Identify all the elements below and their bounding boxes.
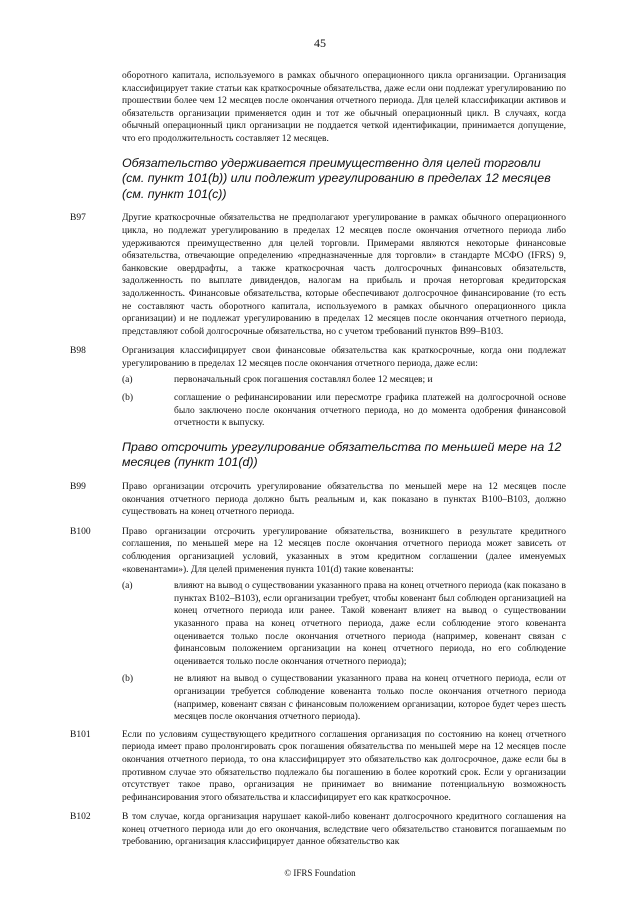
list-item <box>122 374 566 387</box>
paragraph-number: B102 <box>70 812 91 823</box>
paragraph-b98 <box>70 345 566 370</box>
paragraph-text: Право организации отсрочить урегулирование обязательства, возникшего в результате кредитного соглашения, по меньшей мере на 12 месяцев после окончания отчетного периода может зависеть от соблюдения организацией условий, указанных в этом кредитном соглашении (далее именуемых «ковенантами»). Для целей применения пункта 101(d) такие ковенанты: <box>122 526 566 575</box>
paragraph-text: Если по условиям существующего кредитного соглашения организация по состоянию на конец отчетного периода имеет право пролонгировать срок погашения обязательства по меньшей мере на 12 месяцев после окончания отчетного периода, то она классифицирует это обязательство как долгосрочное, даже если бы в противном случае это обязательство подлежало бы погашению в более короткий срок. Если у организации отсутствует такое право, организация не принимает во внимание потенциальную возможность рефинансирования этого обязательства и классифицирует его как краткосрочное. <box>122 729 566 803</box>
paragraph-number: B99 <box>70 482 86 493</box>
section-heading-deferral-right: Право отсрочить урегулирование обязательства по меньшей мере на 12 месяцев (пункт 101(d)) <box>122 439 562 470</box>
paragraph-number: B98 <box>70 346 86 357</box>
paragraph-b97 <box>70 212 566 338</box>
list-item <box>122 673 566 723</box>
paragraph-number: B101 <box>70 729 91 740</box>
list-item <box>122 392 566 430</box>
footer-copyright: © IFRS Foundation <box>284 868 356 878</box>
list-item-text: соглашение о рефинансировании или пересмотре графика платежей на долгосрочной основе было заключено после окончания отчетного периода, но до момента одобрения финансовой отчетности к выпуску. <box>174 393 566 429</box>
list-item-label: (b) <box>122 393 134 404</box>
list-item <box>122 580 566 668</box>
paragraph-text: Организация классифицирует свои финансовые обязательства как краткосрочные, когда они подлежат урегулированию в пределах 12 месяцев после окончания отчетного периода, даже если: <box>122 346 566 369</box>
paragraph-text: В том случае, когда организация нарушает какой-либо ковенант долгосрочного кредитного соглашения на конец отчетного периода или до его окончания, вследствие чего обязательство становится погашаемым по требованию, организация классифицирует данное обязательство как <box>122 812 566 848</box>
list-item-text: первоначальный срок погашения составлял более 12 месяцев; и <box>174 375 433 386</box>
paragraph-b102 <box>70 811 566 849</box>
opening-paragraph: оборотного капитала, используемого в рамках обычного операционного цикла организации. Организация классифицирует такие статьи как краткосрочные обязательства, даже если они подлежат урегулированию по прошествии более чем 12 месяцев после окончания отчетного периода. Для целей классификации активов и обязательств организации применяется один и тот же обычный операционный цикл. В случаях, когда обычный операционный цикл организации не поддается четкой идентификации, принимается допущение, что его продолжительность составляет 12 месяцев. <box>122 71 566 144</box>
paragraph-text: Другие краткосрочные обязательства не предполагают урегулирование в рамках обычного операционного цикла, но подлежат урегулированию в пределах 12 месяцев после окончания отчетного периода либо удерживаются преимущественно для целей торговли. Примерами являются некоторые финансовые обязательства, отвечающие определению «предназначенные для торговли» в стандарте МСФО (IFRS) 9, банковские овердрафты, а также краткосрочная часть долгосрочных финансовых обязательств, задолженность по выплате дивидендов, налогам на прибыль и прочая неторговая кредиторская задолженность. Финансовые обязательства, которые обеспечивают долгосрочное финансирование (то есть не составляют часть оборотного капитала, используемого в рамках обычного операционного цикла организации) и не подлежат урегулированию в пределах 12 месяцев после окончания отчетного периода, представляют собой долгосрочные обязательства, но с учетом требований пунктов B99–B103. <box>122 213 566 337</box>
paragraph-b100 <box>70 526 566 576</box>
page-number: 45 <box>314 36 326 50</box>
b98-list <box>122 374 566 429</box>
list-item-label: (a) <box>122 375 133 386</box>
list-item-text: влияют на вывод о существовании указанного права на конец отчетного периода (как показано в пунктах B102–B103), если организации требует, чтобы ковенант был соблюден организацией на конец отчетного периода или ранее. Такой ковенант влияет на вывод о существовании указанного права на конец отчетного периода, даже если соблюдение этого ковенанта оценивается только после окончания отчетного периода (например, ковенант связан с финансовым положением организации на конец отчетного периода, но его соблюдение оценивается только после окончания отчетного периода); <box>174 581 566 667</box>
paragraph-number: B100 <box>70 526 91 537</box>
section-heading-trading: Обязательство удерживается преимущественно для целей торговли (см. пункт 101(b)) или подлежит урегулированию в пределах 12 месяцев (см. пункт 101(c)) <box>122 155 551 201</box>
b100-list <box>122 580 566 724</box>
paragraph-number: B97 <box>70 213 86 224</box>
list-item-label: (b) <box>122 674 134 685</box>
paragraph-b99 <box>70 481 566 519</box>
list-item-text: не влияют на вывод о существовании указанного права на конец отчетного периода, если от организации требуется соблюдение ковенанта только после окончания отчетного периода (например, ковенант связан с финансовым положением организации, которое будет через шесть месяцев после окончания отчетного периода). <box>174 674 566 723</box>
list-item-label: (a) <box>122 581 133 592</box>
paragraph-text: Право организации отсрочить урегулирование обязательства по меньшей мере на 12 месяцев после окончания отчетного периода должно быть реальным и, как показано в пунктах B100–B103, должно существовать на конец отчетного периода. <box>122 482 566 518</box>
page-content <box>70 70 566 856</box>
paragraph-b101 <box>70 729 566 805</box>
